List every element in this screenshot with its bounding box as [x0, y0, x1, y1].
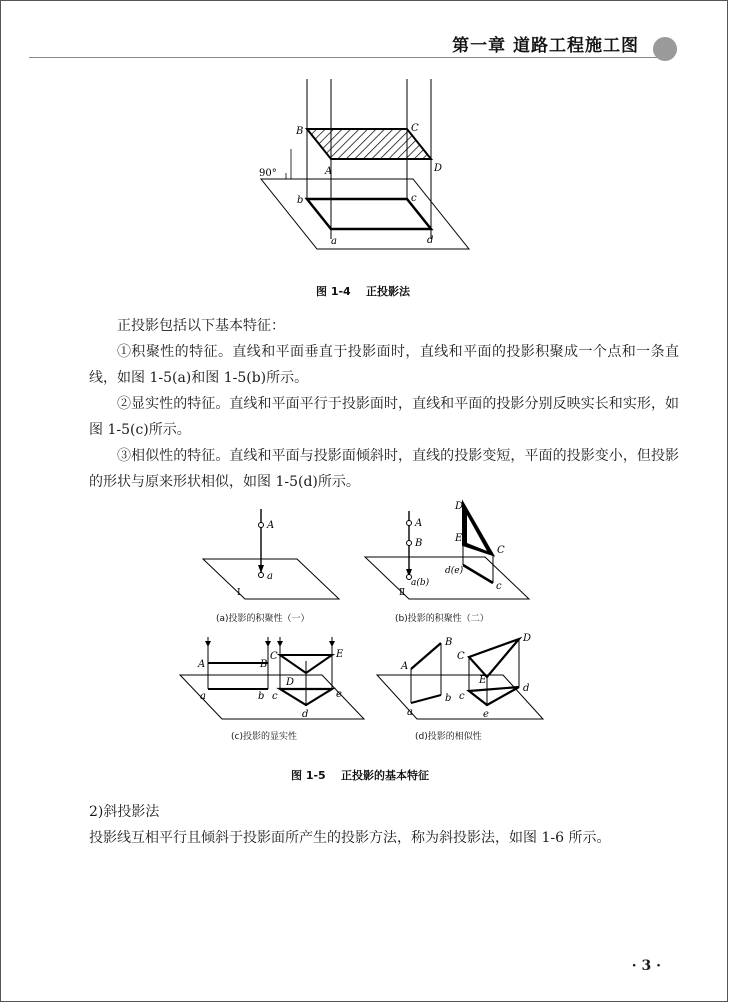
label-b-E: E [455, 533, 463, 544]
figure-1-5d [373, 629, 545, 725]
label-b-ab: a(b) [411, 578, 430, 588]
paragraph-true-shape: ②显实性的特征。直线和平面平行于投影面时，直线和平面的投影分别反映实长和实形，如图 1-5(c)所示。 [89, 396, 679, 438]
label-a-A: A [267, 520, 275, 531]
label-d: d [427, 235, 434, 246]
label-c-a: a [200, 691, 206, 702]
label-c-E: E [336, 649, 344, 660]
label-b-A: A [415, 518, 423, 529]
label-c-C: C [270, 651, 278, 662]
section-heading: 2)斜投影法 [89, 804, 160, 820]
label-b-D: D [455, 501, 464, 512]
intro-paragraph: 正投影包括以下基本特征： [117, 318, 285, 334]
figure-1-4-caption: 图 1-4 正投影法 [316, 285, 411, 298]
projection-plane [261, 179, 469, 249]
label-a-a: a [267, 571, 273, 582]
label-C: C [411, 123, 419, 134]
label-d-D: D [523, 633, 532, 644]
page-number: · 3 · [631, 958, 661, 974]
label-d-a: a [407, 707, 413, 718]
paragraph-similarity: ③相似性的特征。直线和平面与投影面倾斜时，直线的投影变短，平面的投影变小，但投影的形状与原来形状相似，如图 1-5(d)所示。 [89, 448, 679, 490]
label-b-c: c [496, 581, 502, 592]
label-d-e: e [483, 709, 489, 720]
chapter-title: 第一章 道路工程施工图 [452, 36, 639, 56]
label-d-C: C [457, 651, 465, 662]
label-c-B: B [260, 659, 268, 670]
subcaption-c: (c)投影的显实性 [231, 732, 297, 742]
label-b-C: C [497, 545, 505, 556]
label-d-c: c [459, 691, 465, 702]
label-d-b: b [445, 693, 452, 704]
figure-1-5a [199, 501, 349, 606]
header-decoration-circle [653, 37, 677, 61]
label-angle: 90° [259, 168, 277, 179]
label-a-plane: Ⅰ [237, 588, 241, 598]
label-A: A [325, 166, 333, 177]
label-c-d: d [302, 709, 309, 720]
label-d-d: d [523, 683, 530, 694]
label-d-E: E [479, 675, 487, 686]
label-b-plane: Ⅱ [399, 588, 406, 598]
label-a: a [331, 236, 337, 247]
label-c-e: e [336, 689, 342, 700]
subcaption-d: (d)投影的相似性 [415, 732, 482, 742]
label-B: B [296, 126, 304, 137]
paragraph-accumulation: ①积聚性的特征。直线和平面垂直于投影面时，直线和平面的投影积聚成一个点和一条直线，如图 1-5(a)和图 1-5(b)所示。 [89, 344, 679, 386]
figure-1-5-caption: 图 1-5 正投影的基本特征 [291, 769, 430, 782]
subcaption-a: (a)投影的积聚性（一） [216, 614, 310, 624]
figure-1-5b [361, 499, 536, 606]
figure-1-5c [176, 633, 366, 725]
label-c-b: b [258, 691, 265, 702]
section-text: 投影线互相平行且倾斜于投影面所产生的投影方法，称为斜投影法，如图 1-6 所示。 [89, 830, 611, 846]
label-d-B: B [445, 637, 453, 648]
label-c-A: A [198, 659, 206, 670]
page-header [29, 19, 669, 58]
figure-1-4-orthographic-projection [239, 79, 489, 269]
label-c-D: D [286, 677, 295, 688]
label-c: c [411, 193, 417, 204]
label-c-c: c [272, 691, 278, 702]
label-b-B: B [415, 538, 423, 549]
subcaption-b: (b)投影的积聚性（二） [395, 614, 489, 624]
label-D: D [434, 163, 443, 174]
label-d-A: A [401, 661, 409, 672]
label-b-de: d(e) [445, 566, 464, 576]
label-b: b [297, 195, 304, 206]
